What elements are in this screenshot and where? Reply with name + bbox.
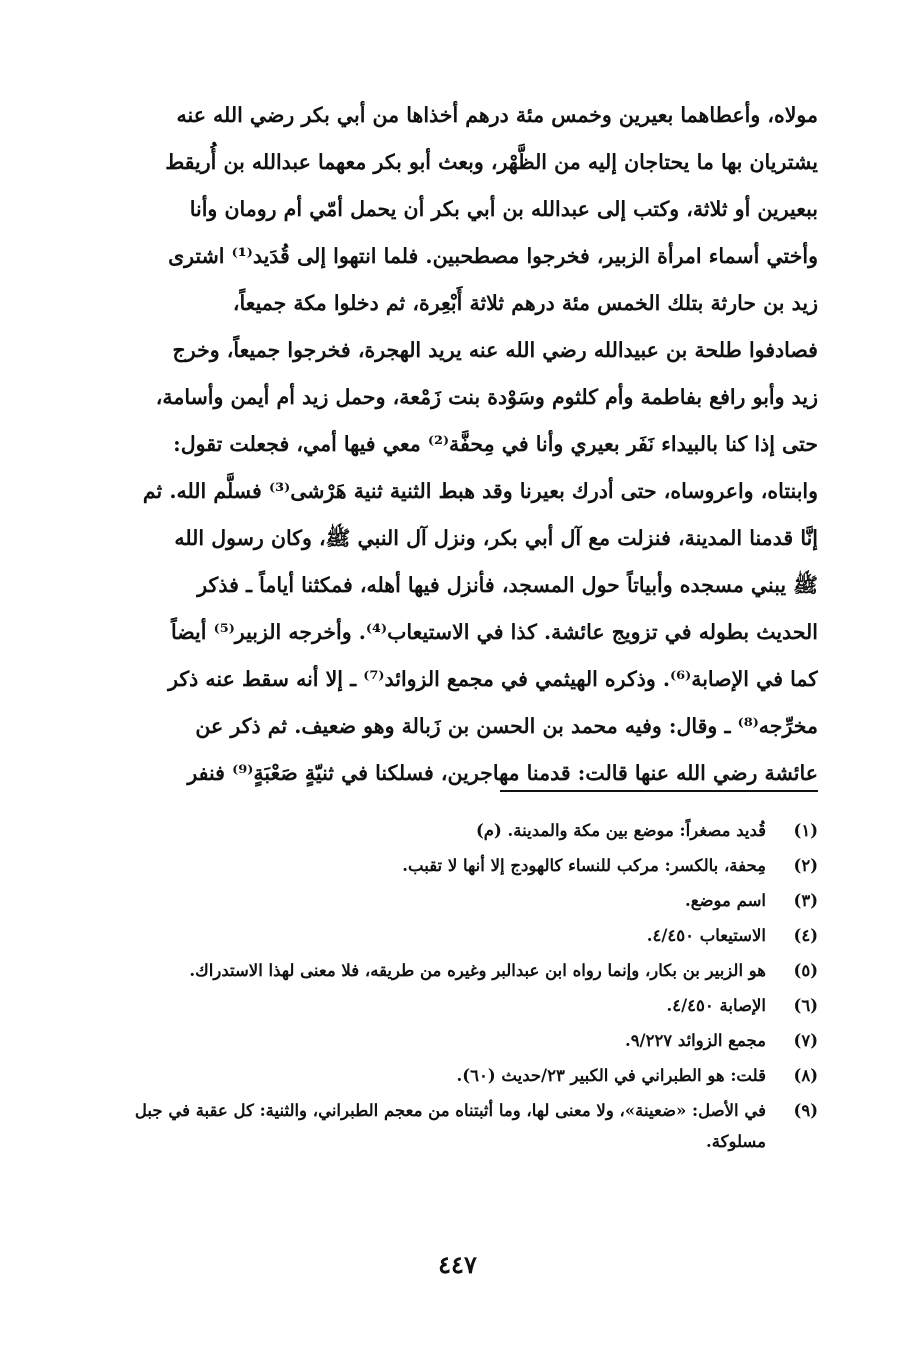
footnote-6: [118, 990, 818, 1021]
footnote-number: (١): [793, 821, 818, 840]
text-line-9: وابنتاه، واعروساه، حتى أدرك بعيرنا وقد هبط الثنية ثنية هَرْشى⁽³⁾ فسلَّم الله. ثم: [142, 479, 818, 503]
text-line-8: حتى إذا كنا بالبيداء نَفَر بعيري وأنا في مِحفَّة⁽²⁾ معي فيها أمي، فجعلت تقول:: [173, 432, 818, 456]
text-line-15: عائشة رضي الله عنها قالت: قدمنا مهاجرين، فسلكنا في ثنيّةٍ صَعْبَةٍ⁽⁹⁾ فنفر: [187, 761, 818, 785]
footnote-number: (٣): [793, 891, 818, 910]
footnote-text: الاستيعاب ٤/٤٥٠.: [646, 926, 766, 945]
footnote-4: [118, 920, 818, 951]
footnote-text: هو الزبير بن بكار، وإنما رواه ابن عبدالبر وغيره من طريقه، فلا معنى لهذا الاستدراك.: [189, 961, 766, 980]
footnote-number: (٩): [793, 1101, 818, 1120]
text-line-13: كما في الإصابة⁽⁶⁾. وذكره الهيثمي في مجمع الزوائد⁽⁷⁾ ـ إلا أنه سقط عنه ذكر: [168, 667, 818, 691]
footnote-text: مجمع الزوائد ٩/٢٢٧.: [624, 1031, 766, 1050]
text-line-4: وأختي أسماء امرأة الزبير، فخرجوا مصطحبين. فلما انتهوا إلى قُدَيد⁽¹⁾ اشترى: [168, 244, 818, 268]
footnote-text: في الأصل: «ضعينة»، ولا معنى لها، وما أثبتناه من معجم الطبراني، والثنية: كل عقبة في جبل مسلوكة.: [134, 1101, 766, 1151]
footnote-number: (٤): [793, 926, 818, 945]
footnote-text: مِحفة، بالكسر: مركب للنساء كالهودج إلا أنها لا تقبب.: [402, 856, 766, 875]
footnote-text: اسم موضع.: [684, 891, 766, 910]
footnote-9: [118, 1095, 818, 1157]
text-line-1: مولاه، وأعطاهما بعيرين وخمس مئة درهم أخذاها من أبي بكر رضي الله عنه: [176, 103, 818, 127]
text-line-5: زيد بن حارثة بتلك الخمس مئة درهم ثلاثة أَبْعِرة، ثم دخلوا مكة جميعاً،: [232, 291, 818, 315]
footnote-3: [118, 885, 818, 916]
footnote-2: [118, 850, 818, 881]
footnote-separator: [500, 790, 818, 792]
text-line-11: ﷺ يبني مسجده وأبياتاً حول المسجد، فأنزل فيها أهله، فمكثنا أياماً ـ فذكر: [197, 573, 818, 597]
text-line-12: الحديث بطوله في تزويج عائشة. كذا في الاستيعاب⁽⁴⁾. وأخرجه الزبير⁽⁵⁾ أيضاً: [171, 620, 818, 644]
text-line-2: يشتريان بها ما يحتاجان إليه من الظَّهْر، وبعث أبو بكر معهما عبدالله بن أُريقط: [165, 150, 818, 174]
footnote-text: قلت: هو الطبراني في الكبير ٢٣/حديث (٦٠).: [456, 1066, 766, 1085]
text-line-7: زيد وأبو رافع بفاطمة وأم كلثوم وسَوْدة بنت زَمْعة، وحمل زيد أم أيمن وأسامة،: [155, 385, 818, 409]
footnote-8: [118, 1060, 818, 1091]
footnote-number: (٥): [793, 961, 818, 980]
footnote-text: قُديد مصغراً: موضع بين مكة والمدينة. (م): [475, 821, 766, 840]
text-line-6: فصادفوا طلحة بن عبيدالله رضي الله عنه يريد الهجرة، فخرجوا جميعاً، وخرج: [172, 338, 818, 362]
footnote-7: [118, 1025, 818, 1056]
footnote-number: (٢): [793, 856, 818, 875]
footnote-1: [118, 815, 818, 846]
footnote-text: الإصابة ٤/٤٥٠.: [666, 996, 766, 1015]
footnote-5: [118, 955, 818, 986]
text-line-10: إنَّا قدمنا المدينة، فنزلت مع آل أبي بكر، ونزل آل النبي ﷺ، وكان رسول الله: [174, 526, 818, 550]
main-text: [118, 92, 818, 797]
footnotes: [118, 815, 818, 1161]
text-line-3: ببعيرين أو ثلاثة، وكتب إلى عبدالله بن أبي بكر أن يحمل أمّي أم رومان وأنا: [189, 197, 818, 221]
text-line-14: مخرِّجه⁽⁸⁾ ـ وقال: وفيه محمد بن الحسن بن زَبالة وهو ضعيف. ثم ذكر عن: [195, 714, 818, 738]
page-number: ٤٤٧: [438, 1250, 477, 1279]
footnote-number: (٨): [793, 1066, 818, 1085]
footnote-number: (٦): [793, 996, 818, 1015]
footnote-number: (٧): [793, 1031, 818, 1050]
